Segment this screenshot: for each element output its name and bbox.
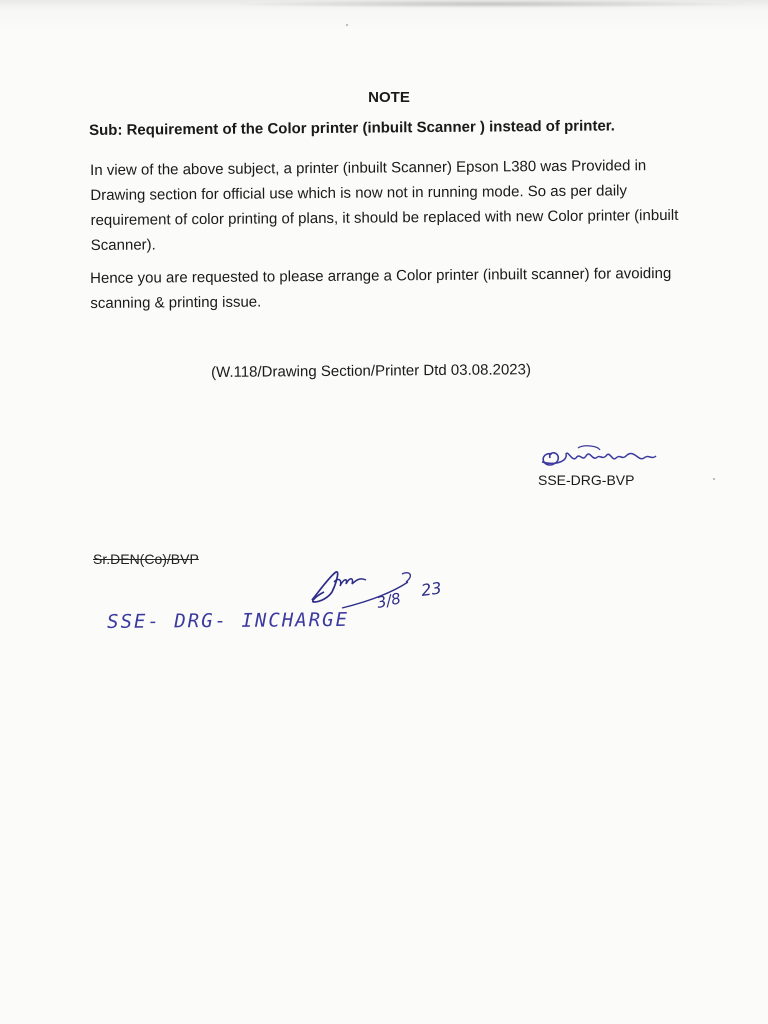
scan-speck [713, 478, 715, 480]
signature-forwarding [306, 562, 456, 614]
svg-text:23: 23 [419, 578, 443, 600]
note-title: NOTE [368, 89, 410, 106]
signature-sse [538, 440, 663, 472]
body-paragraph-2: Hence you are requested to please arrange a Color printer (inbuilt scanner) for avoiding scanning & printing issue. [90, 264, 672, 312]
subject-line: Sub: Requirement of the Color printer (inbuilt Scanner ) instead of printer. [89, 117, 616, 139]
scan-speck [346, 24, 348, 26]
svg-text:3/8: 3/8 [375, 589, 403, 612]
signatory-designation: SSE-DRG-BVP [538, 472, 635, 488]
handwritten-forwarding-address: SSE- DRG- INCHARGE [107, 608, 350, 633]
reference-line: (W.118/Drawing Section/Printer Dtd 03.08.2023) [211, 361, 532, 381]
struck-address: Sr.DEN(Co)/BVP [93, 551, 199, 567]
scan-shadow [230, 0, 750, 8]
body-paragraph-1: In view of the above subject, a printer (inbuilt Scanner) Epson L380 was Provided in Drawing section for official use which is now not in running mode. So as per daily requirement of color printing of plans, it should be replaced with new Color printer (inbuilt Scanner). [90, 157, 679, 254]
